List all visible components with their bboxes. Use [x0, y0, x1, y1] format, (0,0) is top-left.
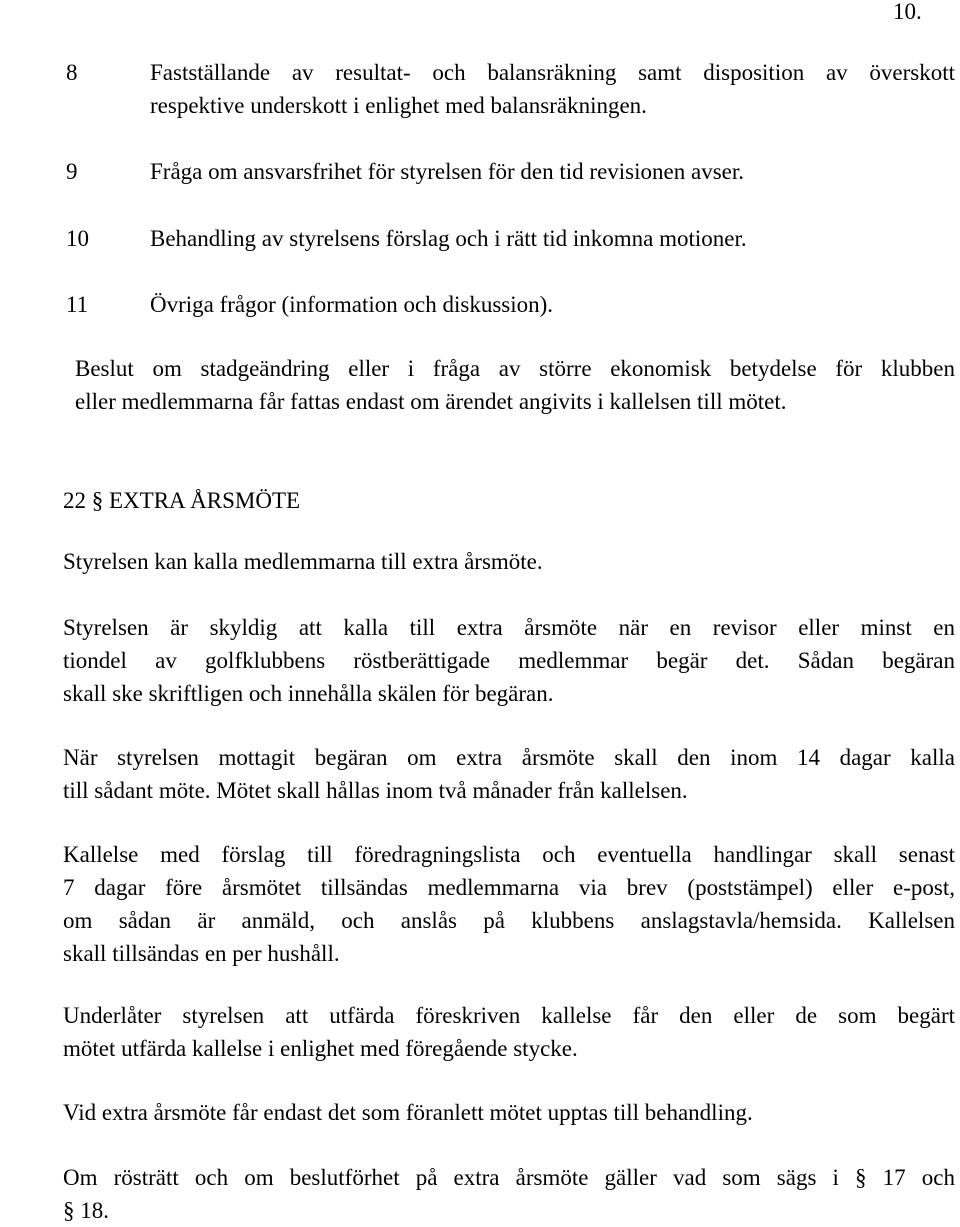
section-title: EXTRA ÅRSMÖTE — [109, 488, 301, 513]
agenda-item-text — [150, 56, 955, 122]
decision-note — [75, 352, 955, 418]
decision-note-line: eller medlemmarna får fattas endast om ärendet angivits i kallelsen till mötet. — [75, 389, 787, 414]
agenda-item-line: respektive underskott i enlighet med balansräkningen. — [150, 93, 647, 118]
agenda-item-number: 11 — [66, 292, 89, 317]
paragraph-line: tiondel av golfklubbens röstberättigade medlemmar begär det. Sådan begäran — [63, 648, 955, 673]
paragraph — [63, 1161, 955, 1227]
paragraph-line: När styrelsen mottagit begäran om extra årsmöte skall den inom 14 dagar kalla — [63, 745, 955, 770]
paragraph-line: Styrelsen kan kalla medlemmarna till extra årsmöte. — [63, 549, 543, 574]
paragraph-line: Underlåter styrelsen att utfärda föreskriven kallelse får den eller de som begärt — [63, 1003, 955, 1028]
agenda-item-text: Behandling av styrelsens förslag och i rätt tid inkomna motioner. — [150, 226, 747, 251]
paragraph — [63, 1096, 955, 1129]
paragraph-line: skall ske skriftligen och innehålla skälen för begäran. — [63, 681, 554, 706]
paragraph-line: mötet utfärda kallelse i enlighet med föregående stycke. — [63, 1036, 578, 1061]
section-symbol: § — [91, 488, 104, 513]
page-number: 10. — [893, 0, 922, 24]
section-number: 22 — [63, 488, 86, 513]
agenda-item-line: Fastställande av resultat- och balansräkning samt disposition av överskott — [150, 60, 955, 85]
paragraph — [63, 999, 955, 1065]
agenda-item-number: 8 — [66, 60, 78, 85]
paragraph-line: § 18. — [63, 1198, 109, 1223]
paragraph-line: 7 dagar före årsmötet tillsändas medlemmarna via brev (poststämpel) eller e-post, — [63, 875, 955, 900]
agenda-item-number: 10 — [66, 226, 89, 251]
paragraph-line: till sådant möte. Mötet skall hållas inom två månader från kallelsen. — [63, 778, 688, 803]
paragraph-line: skall tillsändas en per hushåll. — [63, 941, 340, 966]
decision-note-line: Beslut om stadgeändring eller i fråga av större ekonomisk betydelse för klubben — [75, 356, 955, 381]
paragraph-line: Vid extra årsmöte får endast det som föranlett mötet upptas till behandling. — [63, 1100, 753, 1125]
agenda-item-text: Fråga om ansvarsfrihet för styrelsen för den tid revisionen avser. — [150, 159, 744, 184]
paragraph-line: om sådan är anmäld, och anslås på klubbens anslagstavla/hemsida. Kallelsen — [63, 908, 955, 933]
paragraph — [63, 611, 955, 710]
section-heading — [63, 484, 300, 517]
paragraph-line: Kallelse med förslag till föredragningslista och eventuella handlingar skall senast — [63, 842, 955, 867]
paragraph — [63, 838, 955, 970]
paragraph-line: Om rösträtt och om beslutförhet på extra årsmöte gäller vad som sägs i § 17 och — [63, 1165, 955, 1190]
paragraph — [63, 545, 955, 578]
agenda-item-number: 9 — [66, 159, 78, 184]
agenda-item-text: Övriga frågor (information och diskussion). — [150, 292, 554, 317]
paragraph-line: Styrelsen är skyldig att kalla till extra årsmöte när en revisor eller minst en — [63, 615, 955, 640]
paragraph — [63, 741, 955, 807]
